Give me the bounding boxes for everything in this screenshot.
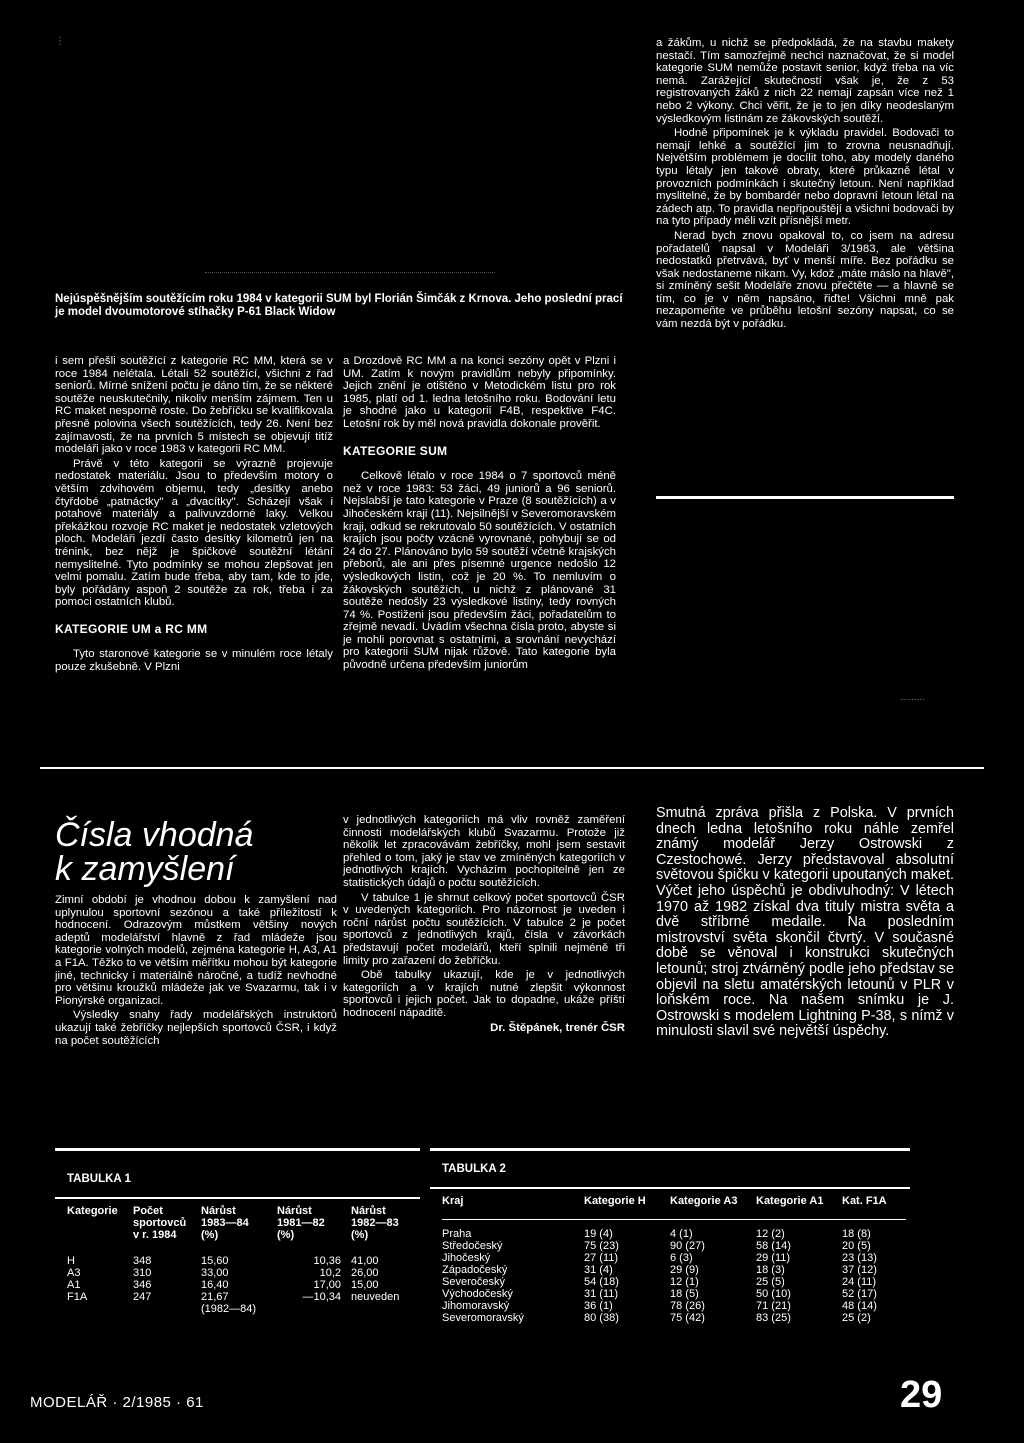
column-end-rule [656, 496, 954, 499]
paragraph: Obě tabulky ukazují, kde je v jednotlivých kategoriích a v krajích nutné zlepšit výkonnost sportovců i jejich počet. Jak to dopadne, ukáže příští hodnocení nápaditě. [343, 969, 625, 1019]
cell: 17,00 [313, 1279, 341, 1291]
page-number: 29 [900, 1374, 943, 1416]
cell: 58 (14) [756, 1240, 791, 1252]
table-row [67, 1279, 419, 1291]
cell: 12 (2) [756, 1228, 785, 1240]
cell: H [67, 1255, 75, 1267]
cell: 36 (1) [584, 1300, 613, 1312]
table-row [67, 1267, 419, 1279]
paragraph: Právě v této kategorii se výrazně projevuje nedostatek materiálu. Jsou to především motory o větším zdvihovém objemu, tedy „desítky anebo čtyřdobé „patnáctky" a „dvacítky". Scházejí však i potahové materiály a palivuvzdorné laky. Velkou překážkou rozvoje RC maket je nedostatek vzletových ploch. Modeláři jezdí často desítky kilometrů jen na trénink, bez nějž je špičkové soutěžní létání nemyslitelné. Tyto podmínky se mohou zlepšovat jen velmi pomalu. Zatím bude třeba, aby tam, kde to jde, byly pořádány aspoň 2 soutěže za rok, třeba i za pomoci ostatních klubů. [55, 457, 333, 609]
table-2-title: TABULKA 2 [442, 1163, 506, 1175]
cell: 50 (10) [756, 1288, 791, 1300]
cell: 80 (38) [584, 1312, 619, 1324]
cell: neuveden [351, 1291, 400, 1303]
table-header-row [67, 1205, 419, 1241]
col-header: Nárůst 1982—83 (%) [351, 1205, 399, 1241]
cell: 6 (3) [670, 1252, 693, 1264]
cell: 16,40 [201, 1279, 229, 1291]
cell: 15,60 [201, 1255, 229, 1267]
obituary-column [656, 806, 954, 1042]
cell: 75 (23) [584, 1240, 619, 1252]
cell: 41,00 [351, 1255, 379, 1267]
section-heading-um-rc: KATEGORIE UM a RC MM [55, 621, 208, 636]
table-2 [430, 1148, 910, 1324]
table-row [442, 1300, 906, 1312]
paragraph: Nerad bych znovu opakoval to, co jsem na adresu pořadatelů napsal v Modeláři 3/1983, ale většina nedostatků přetrvává, byť v menší míře. Bez pořádku se však nedostaneme nikam. Vy, kdož „máte máslo na hlavě", si zmíněný sešit Modeláře znovu přečtěte — a hlavně se tím, co je v něm napsáno, řiďte! Všichni mně pak nezapomeňte ve průběhu letošní sezóny napsat, co se vám nezdá být v pořádku. [656, 229, 954, 331]
cell: 18 (5) [670, 1288, 699, 1300]
cell: Východočeský [442, 1288, 513, 1300]
table-1-grid [67, 1205, 419, 1315]
paragraph: a žákům, u nichž se předpokládá, že na stavbu makety nestačí. Tím samozřejmě nechci naznačovat, že si model kategorie SUM nemůže postavit senior, když třeba na víc nemá. Zarážející skutečností však je, že z 53 registrovaných žáků z nich 22 nemají zapsán více než 1 nebo 2 výkony. Chci věřit, že je to jen díky neodeslaným výsledkovým listinám ze žákovských soutěží. [656, 37, 954, 125]
cell: 4 (1) [670, 1228, 693, 1240]
cell: 25 (5) [756, 1276, 785, 1288]
section-divider [40, 767, 984, 769]
table-row [442, 1312, 906, 1324]
paragraph: Tyto staronové kategorie se v minulém roce létaly pouze zkušebně. V Plzni [55, 648, 333, 674]
cell: 10,36 [313, 1255, 341, 1267]
cell: A1 [67, 1279, 81, 1291]
cell: 25 (2) [842, 1312, 871, 1324]
paragraph: V tabulce 1 je shrnut celkový počet sportovců ČSR v uvedených kategoriích. Pro názornost je uveden i roční nárůst počtu soutěžících. V tabulce 2 je počet sportovců z jednotlivých krajů, čísla v závorkách představují počet modelářů, kteří splnili nejméně tři limity pro zařazení do žebříčku. [343, 891, 625, 967]
cell: 54 (18) [584, 1276, 619, 1288]
col-header: Kategorie A1 [756, 1195, 824, 1207]
cell: 33,00 [201, 1267, 229, 1279]
cell: 24 (11) [842, 1276, 877, 1288]
cell: 83 (25) [756, 1312, 791, 1324]
col-header: Nárůst 1981—82 (%) [277, 1205, 325, 1241]
paragraph: a Drozdově RC MM a na konci sezóny opět v Plzni i UM. Zatím k novým pravidlům nebyly připomínky. Jejich znění je otištěno v Metodickém listu pro rok 1985, platí od 1. ledna letošního roku. Bodování letu je shodné jako u kategorií F4B, respektive F4C. Letošní rok by měl nová pravidla dokonale prověřit. [343, 355, 616, 430]
col-header: Kategorie [67, 1205, 118, 1217]
cell: A3 [67, 1267, 81, 1279]
cell: 23 (13) [842, 1252, 877, 1264]
cell: 247 [133, 1291, 152, 1303]
scan-mark: ⋮ [55, 36, 65, 47]
paragraph: Zimní období je vhodnou dobou k zamyšlení nad uplynulou sportovní sezónou a také příležitostí k hodnocení. Odrazovým můstkem většiny nových adeptů modelářství hlavně z řad mládeže jsou kategorie volných modelů, zejména kategorie H, A3, A1 a F1A. Těžko to ve větším měřítku mohou být kategorie jiné, technicky i materiálně náročné, a tudíž nevhodné pro většinu kroužků mládeže jak ve Svazarmu, tak i v Pionýrské organizaci. [55, 894, 337, 1007]
cell: 310 [133, 1267, 152, 1279]
paragraph: Celkově létalo v roce 1984 o 7 sportovců méně než v roce 1983: 53 žáci, 49 juniorů a 96 seniorů. Nejslabší je tato kategorie v Praze (8 soutěžících) a v Jihočeském kraji (11). Nejsilnější v Severomoravském kraji, odkud se rekrutovalo 50 soutěžících. V ostatních krajích jsou počty vzácně vyrovnané, pohybují se od 24 do 27. Plánováno bylo 59 soutěží včetně krajských přeborů, ale ani přes písemné urgence nedošlo 12 výsledkových listin, což je 20 %. To nemluvím o žákovských soutěžích, u nichž z plánované 31 soutěže nedošly 23 výsledkové listiny, tedy rovných 74 %. Postiženi jsou především žáci, pořadatelům to zřejmě nevadí. Uvádím všechna čísla proto, abyste si je mohli porovnat s ostatními, a srovnání nevychází pro kategorii SUM nijak růžově. Tato kategorie byla původně určena především juniorům [343, 470, 616, 672]
col-header: Počet sportovců v r. 1984 [133, 1205, 187, 1241]
paragraph: v jednotlivých kategoriích má vliv rovněž zaměření činnosti modelářských klubů Svazarmu. Protože již několik let zpracovávám žebříčky, mohl jsem sestavit přehled o tom, jaký je stav ve zmíněných kategoriích v jednotlivých krajích. Vycházím pochopitelně jen ze statistických údajů o počtu soutěžících. [343, 814, 625, 889]
cell: 26,00 [351, 1267, 379, 1279]
cell: Severomoravský [442, 1312, 524, 1324]
bottom-article-col-1 [55, 894, 337, 1049]
cell: 48 (14) [842, 1300, 877, 1312]
cell: 18 (3) [756, 1264, 785, 1276]
cell: 52 (17) [842, 1288, 877, 1300]
table-row [442, 1252, 906, 1264]
cell: Jihočeský [442, 1252, 491, 1264]
table-row [67, 1291, 419, 1315]
cell: 78 (26) [670, 1300, 705, 1312]
table-row [442, 1228, 906, 1240]
cell: 37 (12) [842, 1264, 877, 1276]
cell: 29 (11) [756, 1252, 791, 1264]
cell: 29 (9) [670, 1264, 699, 1276]
table-row [442, 1240, 906, 1252]
cell: 348 [133, 1255, 152, 1267]
table-row [442, 1276, 906, 1288]
top-article-col-3 [656, 37, 954, 333]
photo-area-edge [205, 272, 495, 276]
table-1-title: TABULKA 1 [67, 1173, 131, 1185]
cell: Středočeský [442, 1240, 503, 1252]
col-header: Nárůst 1983—84 (%) [201, 1205, 249, 1241]
cell: Praha [442, 1228, 472, 1240]
section-heading-sum: KATEGORIE SUM [343, 443, 448, 458]
title-line-2: k zamyšlení [55, 850, 235, 888]
cell: 15,00 [351, 1279, 379, 1291]
table-1 [55, 1148, 420, 1315]
cell: 71 (21) [756, 1300, 791, 1312]
photo-caption: Nejúspěšnějším soutěžícím roku 1984 v kategorii SUM byl Florián Šimčák z Krnova. Jeho poslední prací je model dvoumotorové stíhačky P-61 Black Widow [55, 293, 623, 318]
table-2-grid [442, 1195, 906, 1324]
cell: Jihomoravský [442, 1300, 510, 1312]
cell: Severočeský [442, 1276, 505, 1288]
cell: 20 (5) [842, 1240, 871, 1252]
cell: 31 (11) [584, 1288, 619, 1300]
cell: 18 (8) [842, 1228, 871, 1240]
cell: 31 (4) [584, 1264, 613, 1276]
cell: Západočeský [442, 1264, 508, 1276]
top-article-col-1 [55, 355, 333, 676]
col-header: Kategorie A3 [670, 1195, 738, 1207]
cell: 21,67 (1982—84) [201, 1291, 257, 1315]
col-header: Kraj [442, 1195, 464, 1207]
cell: 19 (4) [584, 1228, 613, 1240]
cell: 90 (27) [670, 1240, 705, 1252]
top-article-col-2 [343, 355, 616, 674]
table-row [442, 1264, 906, 1276]
table-row [442, 1288, 906, 1300]
magazine-footer: MODELÁŘ · 2/1985 · 61 [30, 1394, 204, 1411]
scan-mark: ......... [900, 692, 926, 703]
bottom-article-col-2 [343, 814, 625, 1036]
paragraph: Výsledky snahy řady modelářských instruktorů ukazují také žebříčky nejlepších sportovců ČSR, i když na počet soutěžících [55, 1009, 337, 1047]
paragraph: i sem přešli soutěžící z kategorie RC MM, která se v roce 1984 nelétala. Létali 52 soutěžící, všichni z řad seniorů. Mírné snížení počtu je dáno tím, že se některé soutěže neuskutečnily, nikoliv menším zájmem. Ten u RC maket nesporně roste. Do žebříčku se kvalifikovala přesně polovina všech soutěžících, tedy 26. Není bez zajímavosti, že na prvních 5 místech se objevují titíž modeláři jako v roce 1983 v kategorii RC MM. [55, 355, 333, 456]
cell: 346 [133, 1279, 152, 1291]
col-header: Kategorie H [584, 1195, 646, 1207]
author-signature: Dr. Štěpánek, trenér ČSR [490, 1021, 625, 1034]
paragraph: Smutná zpráva přišla z Polska. V prvních dnech ledna letošního roku náhle zemřel známý modelář Jerzy Ostrowski z Czestochowé. Jerzy představoval absolutní světovou špičku v kategorii upoutaných maket. Výčet jeho úspěchů je obdivuhodný: V létech 1970 až 1982 získal dva tituly mistra světa a dvě stříbrné medaile. Na posledním mistrovství světa skončil čtvrtý. V současné době se věnoval i konstrukci skutečných letounů; stroj ztvárněný podle jeho představ se objevil na sletu amatérských letounů v PLR v loňském roce. Na našem snímku je J. Ostrowski s modelem Lightning P-38, s nímž v minulosti slavil své největší úspěchy. [656, 805, 954, 1040]
cell: 12 (1) [670, 1276, 699, 1288]
table-row [67, 1255, 419, 1267]
article-title [55, 818, 345, 886]
cell: F1A [67, 1291, 88, 1303]
cell: 10,2 [319, 1267, 341, 1279]
cell: 27 (11) [584, 1252, 619, 1264]
cell: —10,34 [302, 1291, 341, 1303]
paragraph: Hodně připomínek je k výkladu pravidel. Bodovači to nemají lehké a soutěžící jim to zrovna neusnadňují. Největším problémem je docílit toho, aby modely daného typu létaly jen takové obraty, které průkazně létal v provozních podmínkách i skutečný letoun. Není například myslitelné, že by bombardér nebo dopravní letoun létal na zádech atp. To pravidla nepřipouštějí a všichni bodovači by na tyto případy měli vzít přísnější metr. [656, 127, 954, 228]
col-header: Kat. F1A [842, 1195, 887, 1207]
cell: 75 (42) [670, 1312, 705, 1324]
table-header-row [442, 1195, 906, 1207]
title-line-1: Čísla vhodná [55, 816, 254, 854]
